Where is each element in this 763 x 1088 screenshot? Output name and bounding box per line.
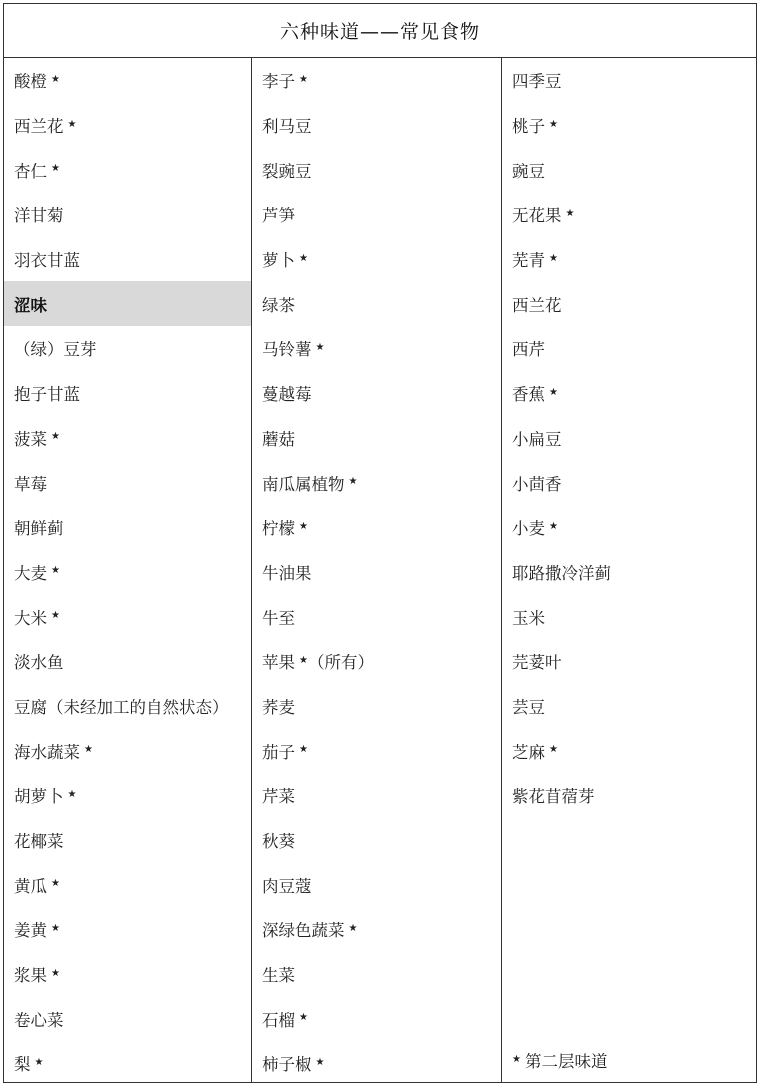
food-name: 草莓	[14, 474, 47, 494]
food-name: 紫花苜蓿芽	[512, 787, 595, 807]
food-item	[502, 684, 756, 729]
food-item	[252, 1041, 501, 1086]
star-icon: ★	[299, 252, 308, 264]
star-icon: ★	[348, 476, 358, 488]
food-item	[502, 460, 756, 505]
food-item	[4, 996, 251, 1041]
food-item	[502, 773, 756, 818]
food-name: 酸橙	[14, 72, 47, 92]
food-item	[502, 103, 756, 148]
food-name: （绿）豆芽	[14, 340, 97, 360]
star-icon: ★	[51, 431, 60, 443]
food-name: 无花果	[512, 206, 562, 226]
food-item	[4, 684, 251, 729]
food-item	[502, 58, 756, 103]
food-item	[4, 103, 251, 148]
food-name: 大麦	[14, 563, 47, 583]
food-note: （所有）	[307, 653, 374, 673]
food-name: 肉豆蔻	[262, 876, 312, 896]
star-icon: ★	[315, 341, 325, 353]
food-name: 牛油果	[262, 563, 312, 583]
food-name: 姜黄	[14, 921, 47, 941]
food-item	[502, 371, 756, 416]
food-name: 萝卜	[262, 251, 295, 271]
section-heading	[4, 281, 251, 326]
food-name: 海水蔬菜	[14, 742, 80, 762]
food-item	[4, 594, 251, 639]
food-item	[4, 818, 251, 863]
food-item	[4, 728, 251, 773]
food-item	[252, 371, 501, 416]
star-icon: ★	[51, 565, 60, 577]
food-name: 芦笋	[262, 206, 295, 226]
food-item	[502, 147, 756, 192]
food-item	[252, 639, 501, 684]
food-name: 牛至	[262, 608, 295, 628]
column-2	[252, 58, 502, 1082]
food-name: 杏仁	[14, 161, 47, 181]
star-icon: ★	[348, 922, 358, 934]
food-item	[4, 862, 251, 907]
food-name: 柠檬	[262, 519, 295, 539]
food-item	[4, 326, 251, 371]
food-name: 芸豆	[512, 697, 545, 717]
star-icon: ★	[51, 967, 60, 979]
star-icon: ★	[51, 73, 60, 85]
food-item	[502, 416, 756, 461]
food-name: 洋甘菊	[14, 206, 64, 226]
title-row	[4, 4, 756, 58]
star-icon: ★	[67, 118, 77, 130]
star-icon: ★	[565, 207, 575, 219]
food-item	[4, 371, 251, 416]
food-item	[252, 952, 501, 997]
food-name: 西兰花	[512, 295, 562, 315]
food-item	[4, 147, 251, 192]
star-icon: ★	[67, 788, 77, 800]
food-table	[3, 3, 757, 1083]
star-icon: ★	[299, 520, 308, 532]
food-item	[4, 550, 251, 595]
food-name: 涩味	[14, 295, 47, 315]
food-name: 芹菜	[262, 787, 295, 807]
food-name: 桃子	[512, 117, 545, 137]
food-item	[252, 773, 501, 818]
food-item	[502, 550, 756, 595]
food-item	[252, 237, 501, 282]
food-name: 蘑菇	[262, 429, 295, 449]
food-name: 小麦	[512, 519, 545, 539]
food-item	[502, 728, 756, 773]
food-item	[252, 996, 501, 1041]
food-name: 香蕉	[512, 385, 545, 405]
star-icon: ★	[549, 252, 558, 264]
star-icon: ★	[299, 744, 308, 756]
food-name: 芫荽叶	[512, 653, 562, 673]
food-name: 南瓜属植物	[262, 474, 345, 494]
food-name: 淡水鱼	[14, 653, 64, 673]
food-item	[252, 862, 501, 907]
food-item	[252, 103, 501, 148]
legend-label: 第二层味道	[524, 1052, 608, 1071]
food-item	[252, 505, 501, 550]
food-name: 利马豆	[262, 117, 312, 137]
food-name: 芝麻	[512, 742, 545, 762]
star-icon: ★	[549, 520, 558, 532]
food-name: 苹果	[262, 653, 295, 673]
food-item	[252, 550, 501, 595]
food-item	[4, 237, 251, 282]
food-name: 绿茶	[262, 295, 295, 315]
star-icon: ★	[299, 1012, 308, 1024]
food-name: 花椰菜	[14, 832, 64, 852]
food-name: 秋葵	[262, 832, 295, 852]
food-name: 胡萝卜	[14, 787, 64, 807]
star-icon: ★	[315, 1056, 325, 1068]
food-item	[252, 281, 501, 326]
food-item	[252, 728, 501, 773]
food-item	[502, 237, 756, 282]
food-item	[252, 326, 501, 371]
star-icon: ★	[549, 386, 558, 398]
food-item	[502, 192, 756, 237]
food-item	[502, 281, 756, 326]
food-name: 小扁豆	[512, 429, 562, 449]
food-item	[252, 416, 501, 461]
food-item	[252, 818, 501, 863]
food-name: 羽衣甘蓝	[14, 251, 80, 271]
food-item	[252, 192, 501, 237]
food-name: 柿子椒	[262, 1055, 312, 1075]
star-icon: ★	[51, 610, 60, 622]
food-item	[4, 639, 251, 684]
star-icon: ★	[299, 654, 308, 666]
food-item	[502, 594, 756, 639]
column-3	[502, 58, 756, 1082]
star-icon: ★	[299, 73, 308, 85]
food-item	[4, 773, 251, 818]
food-name: 豆腐（未经加工的自然状态）	[14, 697, 229, 717]
food-item	[252, 594, 501, 639]
food-item	[4, 907, 251, 952]
food-name: 李子	[262, 72, 295, 92]
food-item	[4, 460, 251, 505]
food-name: 四季豆	[512, 72, 562, 92]
food-item	[502, 326, 756, 371]
food-name: 茄子	[262, 742, 295, 762]
food-name: 朝鲜蓟	[14, 519, 64, 539]
food-name: 耶路撒冷洋蓟	[512, 563, 611, 583]
column-1	[4, 58, 252, 1082]
food-item	[4, 192, 251, 237]
food-item	[502, 639, 756, 684]
star-icon: ★	[51, 922, 60, 934]
food-item	[4, 1041, 251, 1086]
star-icon: ★	[84, 744, 93, 756]
star-icon: ★	[51, 878, 60, 890]
food-item	[252, 460, 501, 505]
star-icon: ★	[34, 1056, 44, 1068]
food-name: 梨	[14, 1055, 31, 1075]
food-item	[502, 505, 756, 550]
food-name: 芜青	[512, 251, 545, 271]
food-name: 蔓越莓	[262, 385, 312, 405]
food-name: 大米	[14, 608, 47, 628]
food-name: 生菜	[262, 966, 295, 986]
food-item	[252, 907, 501, 952]
food-item	[252, 684, 501, 729]
food-item	[4, 416, 251, 461]
star-icon: ★	[549, 118, 558, 130]
food-name: 浆果	[14, 966, 47, 986]
food-name: 西兰花	[14, 117, 64, 137]
food-name: 裂豌豆	[262, 161, 312, 181]
star-icon: ★	[512, 1053, 521, 1065]
food-name: 黄瓜	[14, 876, 47, 896]
star-icon: ★	[549, 744, 558, 756]
food-item	[4, 505, 251, 550]
food-name: 深绿色蔬菜	[262, 921, 345, 941]
food-name: 荞麦	[262, 697, 295, 717]
food-item	[252, 58, 501, 103]
food-name: 马铃薯	[262, 340, 312, 360]
food-item	[252, 147, 501, 192]
food-name: 菠菜	[14, 429, 47, 449]
table-title: 六种味道——常见食物	[279, 21, 480, 43]
food-item	[4, 58, 251, 103]
food-name: 抱子甘蓝	[14, 385, 80, 405]
star-icon: ★	[51, 163, 60, 175]
food-item	[4, 952, 251, 997]
food-name: 西芹	[512, 340, 545, 360]
food-name: 石榴	[262, 1010, 295, 1030]
food-name: 玉米	[512, 608, 545, 628]
food-name: 豌豆	[512, 161, 545, 181]
legend	[502, 1038, 607, 1082]
food-name: 小茴香	[512, 474, 562, 494]
food-name: 卷心菜	[14, 1010, 64, 1030]
